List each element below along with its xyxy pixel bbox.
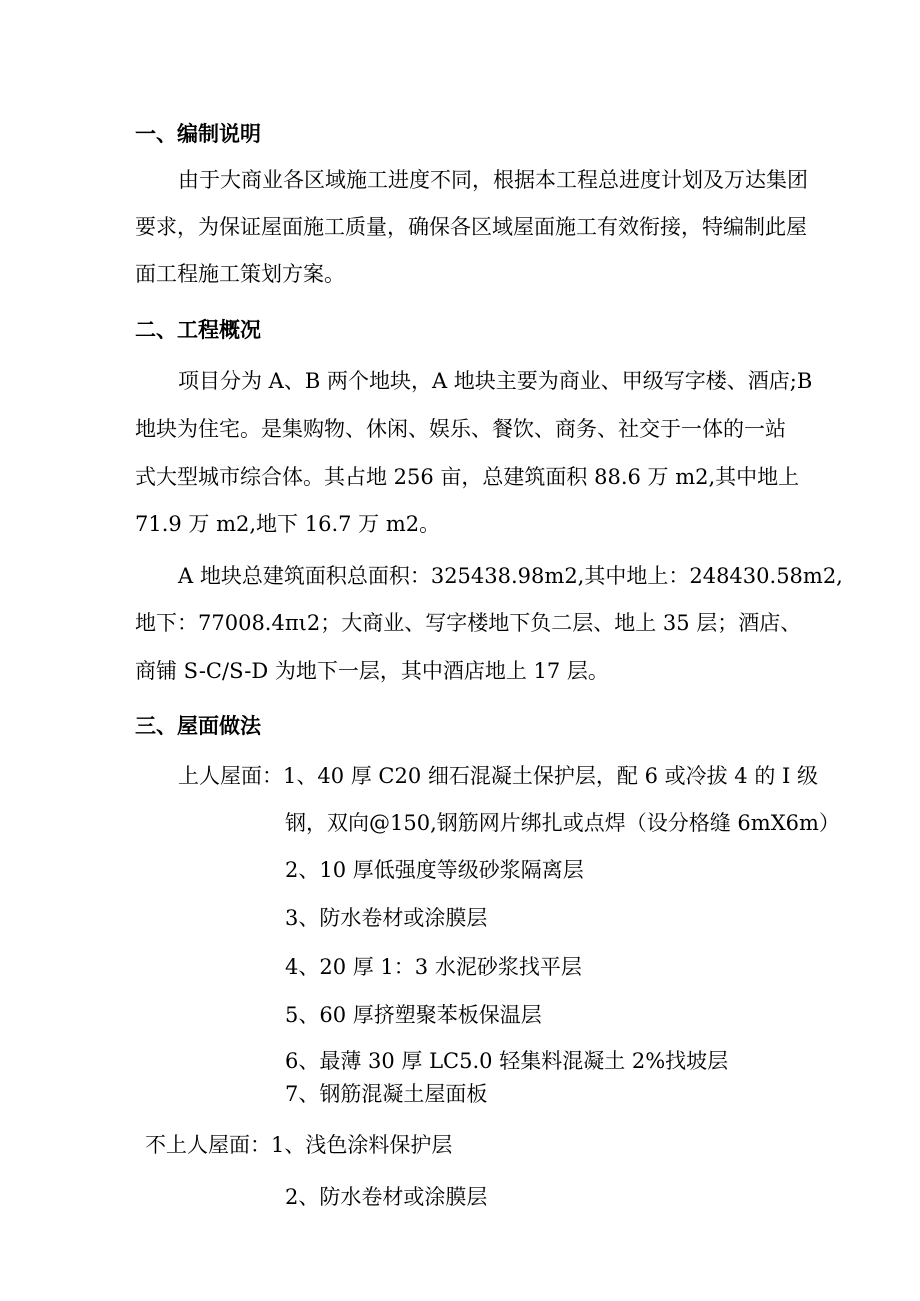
paragraph-line: 式大型城市综合体。其占地 256 亩，总建筑面积 88.6 万 m2,其中地上 xyxy=(135,465,800,489)
paragraph-line: 71.9 万 m2,地下 16.7 万 m2。 xyxy=(135,512,441,536)
paragraph-line: 商铺 S-C/S-D 为地下一层，其中酒店地上 17 层。 xyxy=(135,659,609,683)
section-heading-2: 二、工程概况 xyxy=(135,318,261,342)
paragraph-line: 地块为住宅。是集购物、休闲、娱乐、餐饮、商务、社交于一体的一站 xyxy=(135,417,786,441)
paragraph-line: A 地块总建筑面积总面积：325438.98m2,其中地上：248430.58m2, xyxy=(178,564,843,588)
list-item: 4、20 厚 1：3 水泥砂浆找平层 xyxy=(285,955,582,979)
list-item: 上人屋面：1、40 厚 C20 细石混凝土保护层，配 6 或冷拔 4 的 I 级 xyxy=(178,764,818,788)
list-item: 6、最薄 30 厚 LC5.0 轻集料混凝土 2%找坡层 xyxy=(285,1049,729,1073)
paragraph-line: 地下：77008.4πι2；大商业、写字楼地下负二层、地上 35 层；酒店、 xyxy=(135,611,802,635)
list-item: 2、防水卷材或涂膜层 xyxy=(285,1185,488,1209)
section-heading-1: 一、编制说明 xyxy=(135,122,261,146)
list-item: 不上人屋面：1、浅色涂料保护层 xyxy=(145,1133,453,1157)
paragraph-line: 由于大商业各区域施工进度不同，根据本工程总进度计划及万达集团 xyxy=(178,168,808,192)
list-item-continuation: 钢，双向@150,钢筋网片绑扎或点焊（设分格缝 6mX6m） xyxy=(285,811,840,835)
list-item: 5、60 厚挤塑聚苯板保温层 xyxy=(285,1003,542,1027)
paragraph-line: 项目分为 A、B 两个地块，A 地块主要为商业、甲级写字楼、酒店;B xyxy=(178,369,813,393)
paragraph-line: 要求，为保证屋面施工质量，确保各区域屋面施工有效衔接，特编制此屋 xyxy=(135,215,807,239)
list-item: 2、10 厚低强度等级砂浆隔离层 xyxy=(285,858,584,882)
paragraph-line: 面工程施工策划方案。 xyxy=(135,262,345,286)
list-item: 3、防水卷材或涂膜层 xyxy=(285,906,488,930)
section-heading-3: 三、屋面做法 xyxy=(135,714,261,738)
list-item: 7、钢筋混凝土屋面板 xyxy=(285,1082,488,1106)
